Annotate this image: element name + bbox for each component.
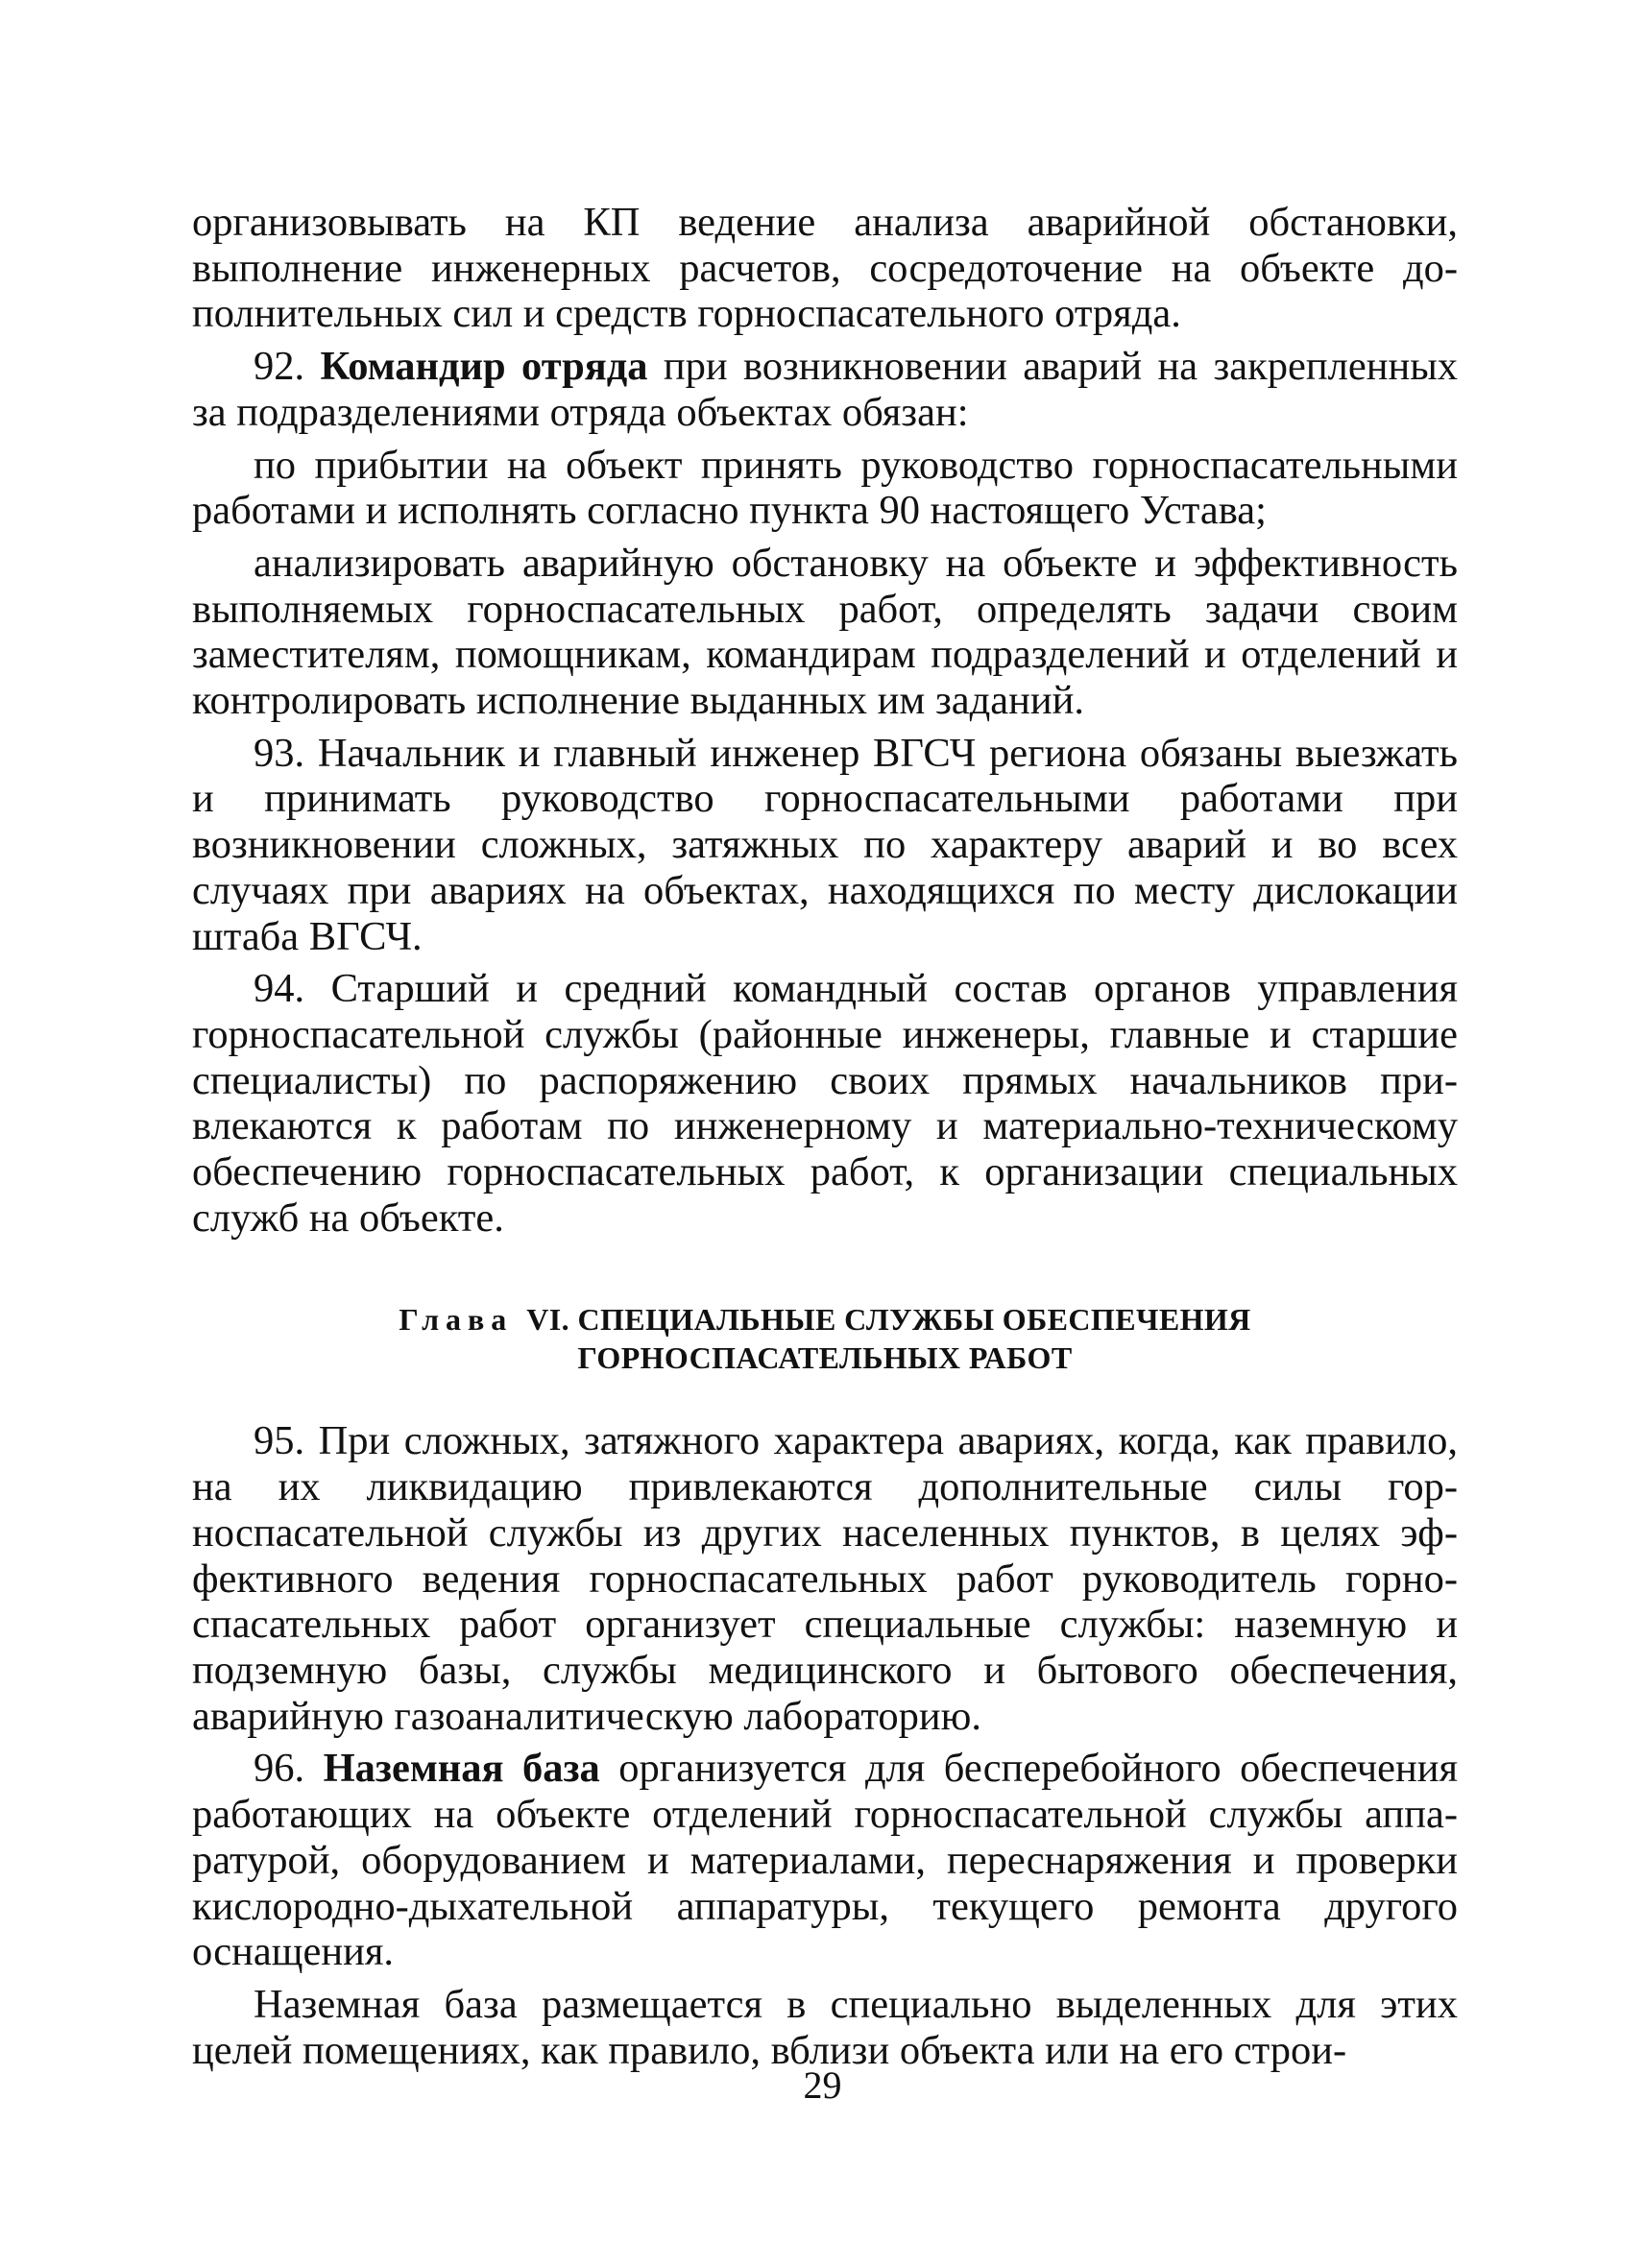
bold-term: Наземная база <box>323 1746 600 1792</box>
paragraph-number: 96. <box>254 1746 324 1792</box>
chapter-title: VI. СПЕЦИАЛЬНЫЕ СЛУЖБЫ ОБЕСПЕЧЕНИЯ <box>526 1302 1251 1338</box>
paragraph-95: 95. При сложных, затяжного характера авариях, когда, как правило, на их ликвидацию привлекаются дополнительные силы горноспасательной службы из других населенных пунктов, в целях эффективного ведения горноспасательных работ руководитель горноспасательных работ организует специальные службы: наземную и подземную базы, службы медицинского и бытового обеспечения, аварийную газоаналитическую лабораторию. <box>192 1418 1458 1739</box>
chapter-heading-line-2: ГОРНОСПАСАТЕЛЬНЫХ РАБОТ <box>577 1340 1073 1376</box>
paragraph-number: 92. <box>254 344 321 390</box>
chapter-word: Глава <box>399 1302 514 1338</box>
paragraph-93: 93. Начальник и главный инженер ВГСЧ региона обязаны выезжать и принимать руководство горноспасательными работами при возникновении сложных, затяжных по характеру аварий и во всех случаях при авариях на объектах, находящихся по месту дислокации штаба ВГСЧ. <box>192 730 1458 959</box>
bold-term: Командир отряда <box>320 344 648 390</box>
chapter-heading <box>192 1300 1458 1377</box>
paragraph-92-item-2: анализировать аварийную обстановку на объекте и эффективность выполняемых горноспасательных работ, определять задачи своим заместителям, помощникам, командирам подразделений и отделений и контролировать исполнение выданных им заданий. <box>192 540 1458 724</box>
paragraph-92 <box>192 344 1458 435</box>
paragraph-94: 94. Старший и средний командный состав органов управления горноспасательной службы (районные инженеры, главные и старшие специалисты) по распоряжению своих прямых начальников привлекаются к работам по инженерному и материально-техническому обеспечению горноспасательных работ, к организации специальных служб на объекте. <box>192 966 1458 1241</box>
paragraph-continuation: организовывать на КП ведение анализа аварийной обстановки, выполнение инженерных расчетов, сосредоточение на объекте дополнительных сил и средств горноспасательного отряда. <box>192 200 1458 337</box>
body-text <box>192 200 1458 2080</box>
paragraph-92-item-1: по прибытии на объект принять руководство горноспасательными работами и исполнять согласно пункта 90 настоящего Устава; <box>192 442 1458 534</box>
paragraph-96-continued: Наземная база размещается в специально выделенных для этих целей помещениях, как правило, вблизи объекта или на его строи- <box>192 1981 1458 2073</box>
chapter-heading-line-1 <box>192 1300 1458 1339</box>
page-number: 29 <box>803 2063 842 2107</box>
paragraph-text: при возникновении аварий на закрепленных за подразделениями отряда объектах обязан: <box>192 344 1459 435</box>
paragraph-96 <box>192 1746 1458 1975</box>
paragraph-text: организуется для бесперебойного обеспечения работающих на объекте отделений горноспасательной службы аппаратурой, оборудованием и материалами, переснаряжения и проверки кислородно-дыхательной аппаратуры, текущего ремонта другого оснащения. <box>192 1746 1458 1975</box>
